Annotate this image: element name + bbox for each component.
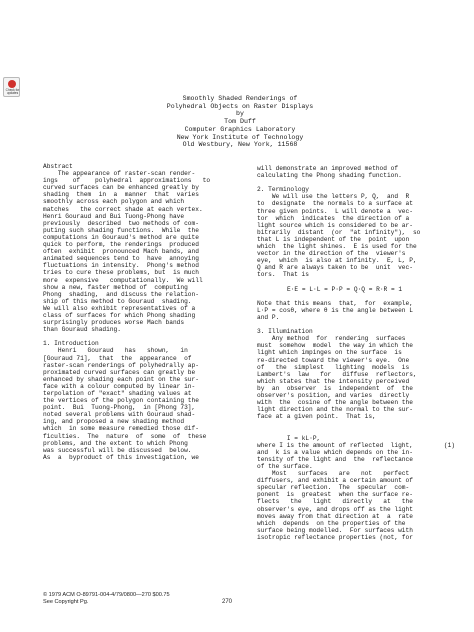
introduction-line: raster-scan renderings of polyhedrally ap- — [43, 361, 199, 369]
illumination-line: face at a given point. That is, — [257, 413, 376, 421]
reflection-line: diffusers, and exhibit a certain amount of — [257, 477, 413, 485]
illumination-line: by an observer is independent of the — [257, 384, 413, 392]
abstract-line: ings of polyhedral approximations to — [43, 177, 211, 185]
reflection-line: specular reflection. The specular com- — [257, 484, 410, 492]
reflection-line: isotropic reflectance properties (not, for — [257, 533, 413, 541]
abstract-line: surprisingly produces worse Mach bands — [43, 319, 185, 327]
introduction-heading: 1. Introduction — [43, 340, 99, 348]
check-for-updates-badge[interactable] — [3, 77, 20, 97]
paragraph-gap — [257, 420, 459, 427]
affiliation-institute: New York Institute of Technology — [176, 133, 304, 141]
affiliation-lab: Computer Graphics Laboratory — [184, 125, 296, 133]
abstract-line: tries to cure these problems, but is much — [43, 269, 199, 277]
reflection-line: which depends on the properties of the — [257, 519, 406, 527]
reflection-line: Most surfaces are not perfect — [257, 470, 410, 478]
abstract-line: fluctuations in intensity. Phong's method — [43, 262, 199, 270]
terminology-line: which the light shines. E is used for the — [257, 243, 417, 251]
reflection-line: of the surface. — [257, 462, 313, 470]
abstract-line: computations in Gouraud's method are quite — [43, 233, 199, 241]
right-column — [257, 165, 459, 541]
terminology-line: tors. That is — [257, 271, 309, 279]
introduction-line: the vertices of the polygon containing the — [43, 397, 199, 405]
introduction-line: proximated curved surfaces can greatly be — [43, 368, 196, 376]
abstract-heading: Abstract — [43, 163, 73, 170]
reflection-line: tensity of the light and the reflectance — [257, 455, 413, 463]
introduction-line: which in some measure remedied those dif- — [43, 425, 199, 433]
terminology-line: eye, which is also at infinity. E, L, P, — [257, 257, 417, 265]
introduction-line: point. Bui Tuong-Phong, in [Phong 73], — [43, 404, 196, 412]
copyright-footer — [43, 592, 170, 606]
terminology-line: three given points. L will denote a vec- — [257, 207, 413, 215]
introduction-line: was successful will be discussed below. — [43, 446, 192, 454]
illumination-line: light which impinges on the surface is — [257, 349, 402, 357]
lambert-equation: I = kL·P, — [286, 434, 321, 442]
reflection-line: and k is a value which depends on the in- — [257, 448, 413, 456]
affiliation-address: Old Westbury, New York, 11568 — [182, 141, 298, 149]
paragraph-gap — [257, 179, 459, 186]
introduction-line: As a byproduct of this investigation, we — [43, 453, 199, 461]
see-copyright-link[interactable]: See Copyright Pg. — [43, 599, 89, 605]
introduction-line: face with a colour computed by linear in- — [43, 382, 196, 390]
note-line: and P. — [257, 313, 280, 321]
terminology-line: bitrarily distant (or "at infinity"), so — [257, 228, 421, 236]
page-number: 270 — [222, 599, 233, 605]
abstract-line: puting such shading functions. While the — [43, 226, 199, 234]
abstract-line: than Gouraud shading. — [43, 326, 121, 334]
illumination-line: Lambert's law for diffuse reflectors, — [257, 370, 417, 378]
abstract-line: ship of this method to Gouraud shading. — [43, 297, 192, 305]
paragraph-gap — [257, 279, 459, 286]
terminology-heading: 2. Terminology — [257, 186, 309, 194]
abstract-line: smoothly across each polygon and which — [43, 198, 185, 206]
reflection-line: ponent is greatest when the surface re- — [257, 491, 413, 499]
introduction-line: noted several problems with Gouraud shad- — [43, 411, 196, 419]
terminology-line: vector in the direction of the viewer's — [257, 250, 406, 258]
terminology-line: tor which indicates the direction of a — [257, 214, 410, 222]
illumination-line: with the cosine of the angle between the — [257, 399, 413, 407]
introduction-line: problems, and the extent to which Phong — [43, 439, 188, 447]
illumination-line: re-directed toward the viewer's eye. One — [257, 356, 410, 364]
illumination-line: Any method for rendering surfaces — [257, 335, 406, 343]
equation-number: (1) — [443, 441, 455, 449]
abstract-line: often exhibit pronounced Mach bands, and — [43, 248, 199, 256]
introduction-line: Henri Gouraud has shown, in — [43, 347, 188, 355]
abstract-line: class of surfaces for which Phong shading — [43, 311, 196, 319]
abstract-line: quick to perform, the renderings produced — [43, 241, 199, 249]
illumination-line: of the simplest lighting models is — [257, 363, 410, 371]
reflection-line: flects the light directly at the — [257, 498, 413, 506]
paper-title-line-2: Polyhedral Objects on Raster Displays — [166, 102, 314, 110]
reflection-line: where I is the amount of reflected light, — [257, 441, 413, 449]
abstract-line: Henri Gouraud and Bui Tuong-Phong have — [43, 212, 185, 220]
abstract-line: The appearance of raster-scan render- — [43, 170, 196, 178]
reflection-line: surface being modelled. For surfaces with — [257, 526, 413, 534]
illumination-line: which states that the intensity perceived — [257, 377, 410, 385]
byline: by — [236, 110, 244, 118]
abstract-line: We will also exhibit representatives of a — [43, 304, 196, 312]
abstract-line: more expensive computationally. We will — [43, 276, 203, 284]
abstract-line: matches the correct shade at each vertex. — [43, 205, 203, 213]
paragraph-gap — [257, 293, 459, 300]
abstract-line: previously described two methods of com- — [43, 219, 199, 227]
abstract-line: show a new, faster method of computing — [43, 283, 188, 291]
terminology-line: that L is independent of the point upon — [257, 235, 410, 243]
left-column — [43, 163, 239, 461]
reflection-line: observer's eye, and drops off as the light — [257, 505, 413, 513]
paragraph-gap — [43, 333, 239, 340]
introduction-continued-line: calculating the Phong shading function. — [257, 172, 402, 180]
illumination-line: observer's position, and varies directly — [257, 392, 410, 399]
abstract-line: animated sequences tend to have annoying — [43, 255, 199, 263]
abstract-line: shading them in a manner that varies — [43, 191, 199, 199]
introduction-line: terpolation of "exact" shading values at — [43, 390, 192, 397]
paper-title-line-1: Smoothly Shaded Renderings of — [182, 95, 298, 102]
crossmark-icon — [8, 80, 16, 88]
paper-header — [110, 95, 370, 149]
copyright-line: © 1979 ACM O-89791-004-4/79/0800—270 $00.75 — [43, 592, 170, 598]
paragraph-gap — [257, 321, 459, 328]
illumination-line: must somehow model the way in which the — [257, 342, 413, 350]
introduction-line: ficulties. The nature of some of these — [43, 432, 207, 440]
illumination-line: light direction and the normal to the sur- — [257, 406, 413, 414]
terminology-line: to designate the normals to a surface at — [257, 200, 413, 208]
introduction-continued-line: will demonstrate an improved method of — [257, 165, 399, 172]
introduction-line: ing, and proposed a new shading method — [43, 418, 185, 426]
abstract-line: Phong shading, and discuss the relation- — [43, 290, 199, 298]
unit-vector-equation: E·E = L·L = P·P = Q·Q = R·R = 1 — [287, 285, 403, 293]
terminology-line: We will use the letters P, Q, and R — [257, 193, 410, 201]
terminology-line: light source which is considered to be ar- — [257, 221, 413, 229]
note-line: L·P = cosθ, where θ is the angle between L — [257, 306, 413, 314]
reflection-line: moves away from that direction at a rate — [257, 512, 413, 520]
badge-label: Check for updates — [5, 88, 20, 96]
terminology-line: Q and R are always taken to be unit vec- — [257, 264, 413, 272]
note-line: Note that this means that, for example, — [257, 299, 413, 307]
introduction-line: enhanced by shading each point on the sur- — [43, 375, 199, 383]
abstract-line: curved surfaces can be enhanced greatly by — [43, 184, 199, 192]
introduction-line: [Gouraud 71], that the appearance of — [43, 354, 192, 362]
author-name: Tom Duff — [224, 118, 256, 126]
illumination-heading: 3. Illumination — [257, 328, 313, 336]
